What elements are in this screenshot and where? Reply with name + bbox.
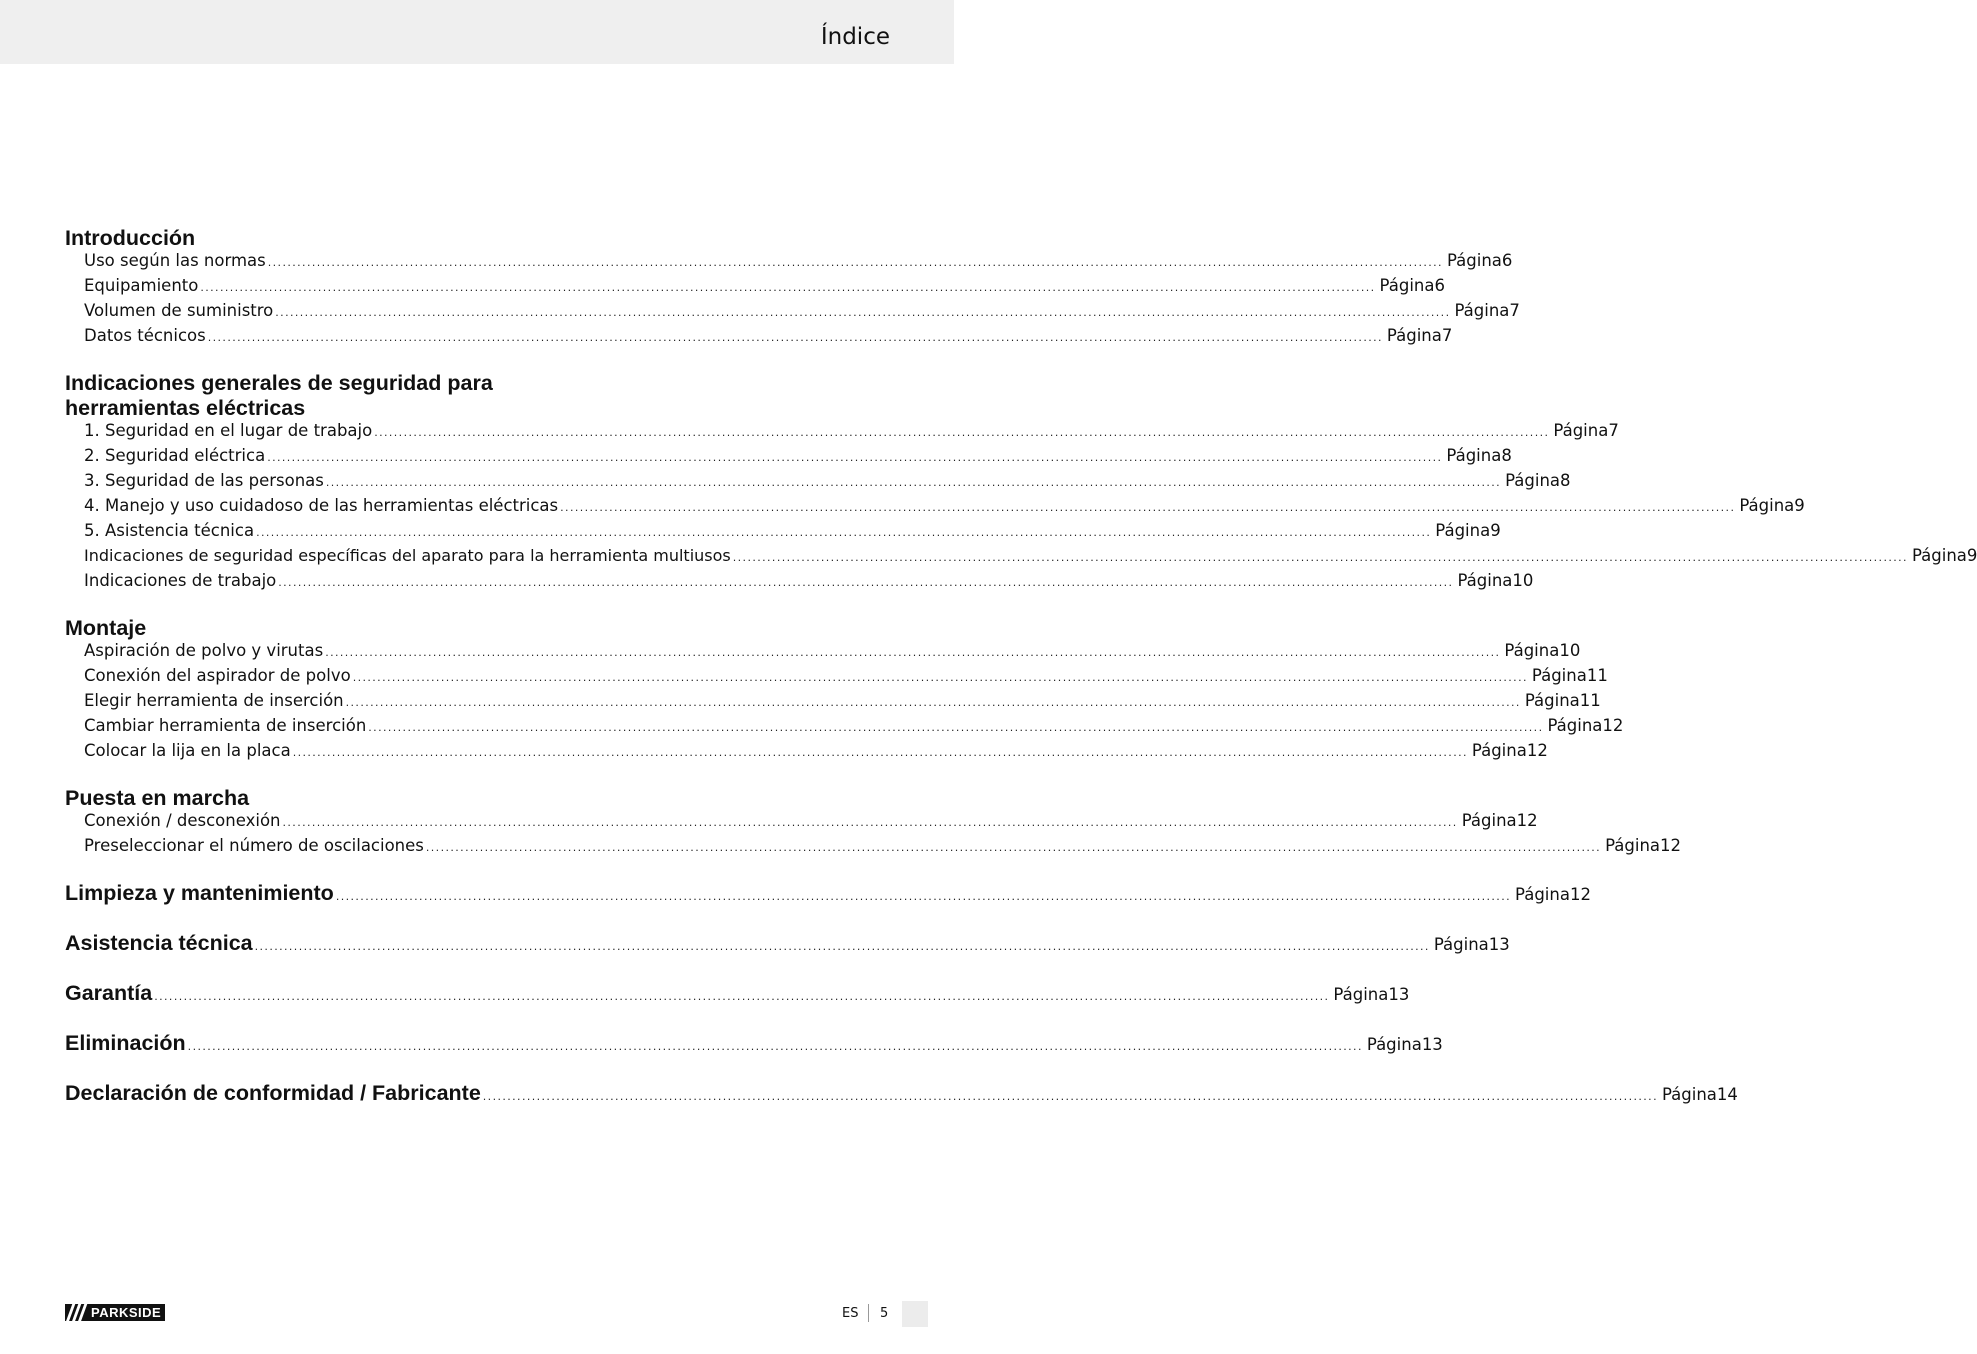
page-number: 6 xyxy=(1501,251,1513,270)
entry-text: Uso según las normas xyxy=(84,251,266,270)
page-label: Página xyxy=(1504,641,1560,660)
toc-entry[interactable] xyxy=(65,571,1534,596)
page-label: Página xyxy=(1515,885,1570,904)
page-label: Página xyxy=(1605,836,1661,855)
section-title: Introducción xyxy=(65,226,196,250)
page-label: Página xyxy=(1911,546,1967,565)
dot-leader: ................................................................................................................................................................................................................................................ xyxy=(256,526,1432,539)
page-number: 8 xyxy=(1501,446,1512,465)
toc-top-entry[interactable] xyxy=(65,1031,1443,1081)
page-number: 13 xyxy=(1421,1035,1443,1054)
dot-leader: ................................................................................................................................................................................................................................................ xyxy=(732,551,1908,564)
section-title: Montaje xyxy=(65,616,147,640)
entry-text: Preseleccionar el número de oscilaciones xyxy=(84,836,424,855)
entry-text: 2. Seguridad eléctrica xyxy=(84,446,266,465)
entry-text: 1. Seguridad en el lugar de trabajo xyxy=(84,421,373,440)
dot-leader: ................................................................................................................................................................................................................................................ xyxy=(200,281,1376,294)
dot-leader: ................................................................................................................................................................................................................................................ xyxy=(187,1040,1363,1053)
entry-text: 3. Seguridad de las personas xyxy=(84,471,324,490)
dot-leader: ................................................................................................................................................................................................................................................ xyxy=(292,746,1468,759)
section-title: Garantía xyxy=(65,981,153,1005)
dot-leader: ................................................................................................................................................................................................................................................ xyxy=(267,451,1443,464)
entry-text: Indicaciones de seguridad específicas del aparato para la herramienta multiusos xyxy=(84,546,731,565)
dot-leader: ................................................................................................................................................................................................................................................ xyxy=(335,890,1511,903)
page-number: 11 xyxy=(1579,691,1601,710)
logo-text: PARKSIDE xyxy=(89,1304,165,1321)
page-number: 9 xyxy=(1794,496,1805,515)
page-label: Página xyxy=(1366,1035,1422,1054)
table-of-contents xyxy=(65,226,1977,1131)
dot-leader: ................................................................................................................................................................................................................................................ xyxy=(325,646,1501,659)
toc-entry[interactable] xyxy=(65,691,1601,716)
toc-entry[interactable] xyxy=(65,251,1513,276)
page-number: 6 xyxy=(1434,276,1445,295)
toc-entry[interactable] xyxy=(65,836,1682,861)
toc-entry[interactable] xyxy=(65,666,1608,691)
page-number: 10 xyxy=(1512,571,1534,590)
page-label: Página xyxy=(1461,811,1517,830)
entry-text: Equipamiento xyxy=(84,276,199,295)
page-label: Página xyxy=(1379,276,1435,295)
header-bar xyxy=(0,0,954,64)
page-number: 12 xyxy=(1516,811,1538,830)
dot-leader: ................................................................................................................................................................................................................................................ xyxy=(278,576,1454,589)
section-title: Eliminación xyxy=(65,1031,186,1055)
page-label: Página xyxy=(1446,446,1502,465)
toc-entry[interactable] xyxy=(65,521,1501,546)
page-label: Página xyxy=(1435,521,1491,540)
page-number: 14 xyxy=(1716,1085,1738,1104)
entry-text: Indicaciones de trabajo xyxy=(84,571,277,590)
toc-top-entry[interactable] xyxy=(65,881,1591,931)
page-label: Página xyxy=(1333,985,1389,1004)
page-number: 7 xyxy=(1509,301,1520,320)
toc-entry[interactable] xyxy=(65,496,1805,521)
footer-divider xyxy=(868,1304,869,1322)
dot-leader: ................................................................................................................................................................................................................................................ xyxy=(352,671,1528,684)
entry-text: 5. Asistencia técnica xyxy=(84,521,255,540)
section-title: Declaración de conformidad / Fabricante xyxy=(65,1081,481,1105)
toc-top-entry[interactable] xyxy=(65,981,1410,1031)
dot-leader: ................................................................................................................................................................................................................................................ xyxy=(154,990,1330,1003)
section-title-line-2: herramientas eléctricas xyxy=(65,396,306,420)
dot-leader: ................................................................................................................................................................................................................................................ xyxy=(207,331,1383,344)
section-title: Indicaciones generales de seguridad para xyxy=(65,371,493,395)
page-label: Página xyxy=(1531,666,1587,685)
page-title: Índice xyxy=(820,24,890,50)
logo-stripes-icon xyxy=(65,1304,89,1321)
page-number: 11 xyxy=(1586,666,1608,685)
dot-leader: ................................................................................................................................................................................................................................................ xyxy=(368,721,1544,734)
toc-entry[interactable] xyxy=(65,641,1581,666)
page-number: 13 xyxy=(1488,935,1510,954)
entry-text: Cambiar herramienta de inserción xyxy=(84,716,367,735)
page-number: 7 xyxy=(1608,421,1619,440)
entry-text: Elegir herramienta de inserción xyxy=(84,691,344,710)
dot-leader: ................................................................................................................................................................................................................................................ xyxy=(275,306,1451,319)
page-label: Página xyxy=(1454,301,1510,320)
page-number: 9 xyxy=(1490,521,1501,540)
entry-text: Conexión del aspirador de polvo xyxy=(84,666,351,685)
entry-text: Aspiración de polvo y virutas xyxy=(84,641,324,660)
footer-tab-marker xyxy=(902,1301,928,1327)
language-code: ES xyxy=(842,1306,859,1321)
page-number: 13 xyxy=(1388,985,1410,1004)
toc-entry[interactable] xyxy=(65,741,1548,766)
page-number: 12 xyxy=(1602,716,1624,735)
parkside-logo xyxy=(65,1304,165,1321)
entry-text: Datos técnicos xyxy=(84,326,206,345)
dot-leader: ................................................................................................................................................................................................................................................ xyxy=(254,940,1430,953)
page-label: Página xyxy=(1524,691,1580,710)
toc-entry[interactable] xyxy=(65,811,1538,836)
toc-section xyxy=(65,226,1520,351)
dot-leader: ................................................................................................................................................................................................................................................ xyxy=(560,501,1736,514)
page-label: Página xyxy=(1471,741,1527,760)
toc-entry[interactable] xyxy=(65,326,1453,351)
toc-top-entry[interactable] xyxy=(65,1081,1738,1131)
page-label: Página xyxy=(1739,496,1795,515)
section-title: Limpieza y mantenimiento xyxy=(65,881,334,905)
page-number: 12 xyxy=(1526,741,1548,760)
page-number: 12 xyxy=(1569,885,1591,904)
entry-text: Colocar la lija en la placa xyxy=(84,741,291,760)
page-label: Página xyxy=(1553,421,1609,440)
dot-leader: ................................................................................................................................................................................................................................................ xyxy=(425,841,1602,854)
entry-text: 4. Manejo y uso cuidadoso de las herramientas eléctricas xyxy=(84,496,559,515)
toc-entry[interactable] xyxy=(65,471,1571,496)
toc-entry[interactable] xyxy=(65,276,1445,301)
dot-leader: ................................................................................................................................................................................................................................................ xyxy=(482,1090,1658,1103)
section-title: Asistencia técnica xyxy=(65,931,253,955)
toc-section xyxy=(65,616,1624,766)
toc-entry[interactable] xyxy=(65,716,1624,741)
toc-section xyxy=(65,371,1977,596)
toc-section xyxy=(65,786,1682,861)
page-label: Página xyxy=(1433,935,1489,954)
dot-leader: ................................................................................................................................................................................................................................................ xyxy=(345,696,1521,709)
section-title: Puesta en marcha xyxy=(65,786,250,810)
page-number: 7 xyxy=(1441,326,1453,345)
toc-top-entry[interactable] xyxy=(65,931,1510,981)
dot-leader: ................................................................................................................................................................................................................................................ xyxy=(282,816,1458,829)
toc-entry[interactable] xyxy=(65,546,1977,571)
page-label: Página xyxy=(1446,251,1502,270)
toc-entry[interactable] xyxy=(65,301,1520,326)
dot-leader: ................................................................................................................................................................................................................................................ xyxy=(325,476,1502,489)
dot-leader: ................................................................................................................................................................................................................................................ xyxy=(267,256,1443,269)
toc-entry[interactable] xyxy=(65,446,1512,471)
page-label: Página xyxy=(1457,571,1513,590)
page-label: Página xyxy=(1547,716,1603,735)
entry-text: Conexión / desconexión xyxy=(84,811,281,830)
page-label: Página xyxy=(1505,471,1561,490)
page-number: 8 xyxy=(1560,471,1571,490)
page-label: Página xyxy=(1386,326,1442,345)
dot-leader: ................................................................................................................................................................................................................................................ xyxy=(374,426,1550,439)
page-label: Página xyxy=(1661,1085,1717,1104)
page-number-footer: 5 xyxy=(880,1306,889,1321)
page-number: 9 xyxy=(1966,546,1977,565)
page-number: 10 xyxy=(1559,641,1581,660)
toc-entry[interactable] xyxy=(65,421,1619,446)
page-number: 12 xyxy=(1660,836,1682,855)
entry-text: Volumen de suministro xyxy=(84,301,274,320)
